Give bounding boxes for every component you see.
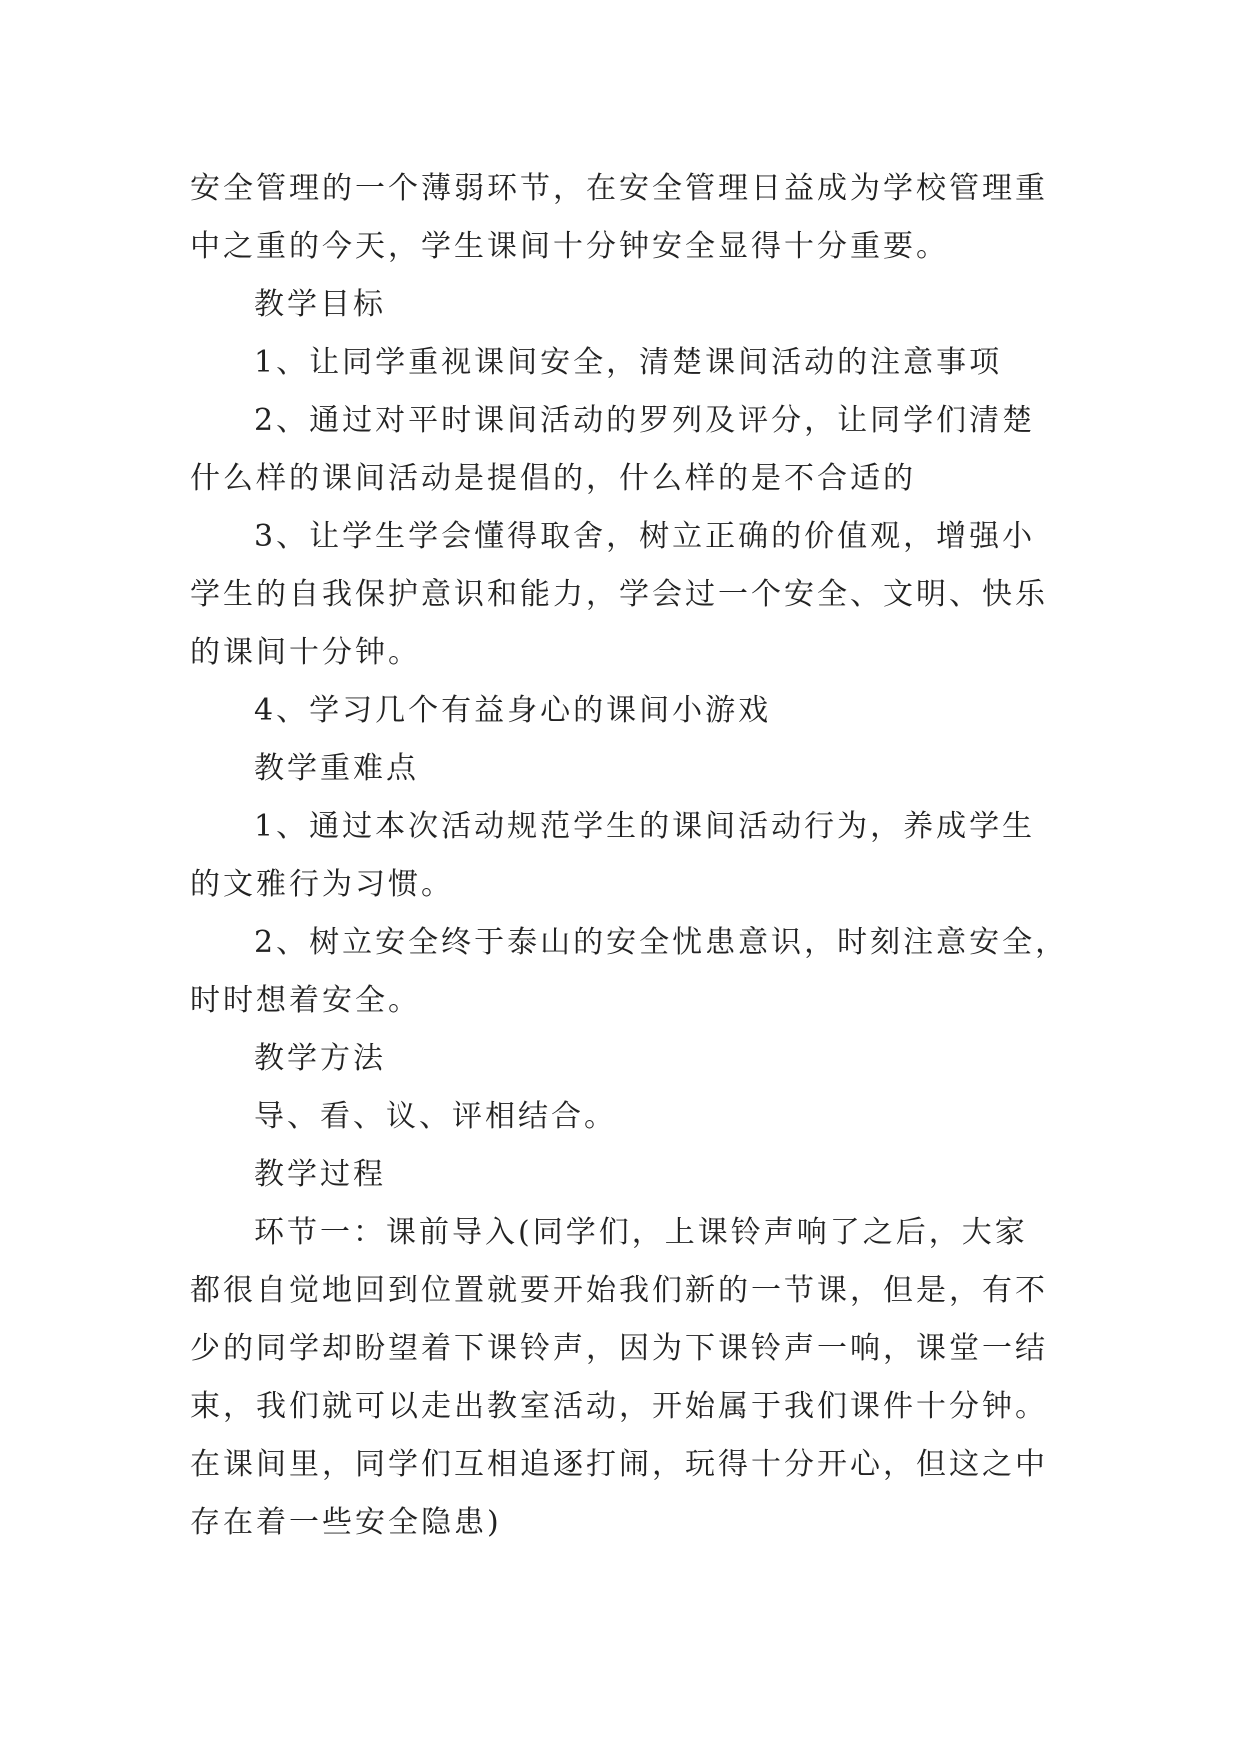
- text-line: 存在着一些安全隐患): [190, 1505, 502, 1540]
- text-line: 1、通过本次活动规范学生的课间活动行为，养成学生: [254, 809, 1036, 844]
- text-line: 的课间十分钟。: [190, 635, 421, 670]
- text-line: 束，我们就可以走出教室活动，开始属于我们课件十分钟。: [190, 1389, 1048, 1424]
- text-line: 学生的自我保护意识和能力，学会过一个安全、文明、快乐: [190, 577, 1048, 612]
- text-line: 4、学习几个有益身心的课间小游戏: [254, 693, 772, 728]
- text-line: 教学方法: [254, 1041, 386, 1076]
- document-body: [190, 160, 1072, 1552]
- text-line: 中之重的今天，学生课间十分钟安全显得十分重要。: [190, 229, 949, 264]
- text-line: 导、看、议、评相结合。: [254, 1099, 617, 1134]
- text-line: 在课间里，同学们互相追逐打闹，玩得十分开心，但这之中: [190, 1447, 1048, 1482]
- text-line: 的文雅行为习惯。: [190, 867, 454, 902]
- text-line: 1、让同学重视课间安全，清楚课间活动的注意事项: [254, 345, 1003, 380]
- text-line: 2、树立安全终于泰山的安全忧患意识，时刻注意安全，: [254, 925, 1069, 960]
- text-line: 都很自觉地回到位置就要开始我们新的一节课，但是，有不: [190, 1273, 1048, 1308]
- text-line: 时时想着安全。: [190, 983, 421, 1018]
- text-line: 教学目标: [254, 287, 386, 322]
- text-line: 教学过程: [254, 1157, 386, 1192]
- text-line: 环节一：课前导入(同学们，上课铃声响了之后，大家: [254, 1215, 1028, 1250]
- text-line: 教学重难点: [254, 751, 419, 786]
- text-line: 什么样的课间活动是提倡的，什么样的是不合适的: [190, 461, 916, 496]
- text-line: 少的同学却盼望着下课铃声，因为下课铃声一响，课堂一结: [190, 1331, 1048, 1366]
- text-line: 安全管理的一个薄弱环节，在安全管理日益成为学校管理重: [190, 171, 1048, 206]
- text-line: 3、让学生学会懂得取舍，树立正确的价值观，增强小: [254, 519, 1036, 554]
- text-line: 2、通过对平时课间活动的罗列及评分，让同学们清楚: [254, 403, 1036, 438]
